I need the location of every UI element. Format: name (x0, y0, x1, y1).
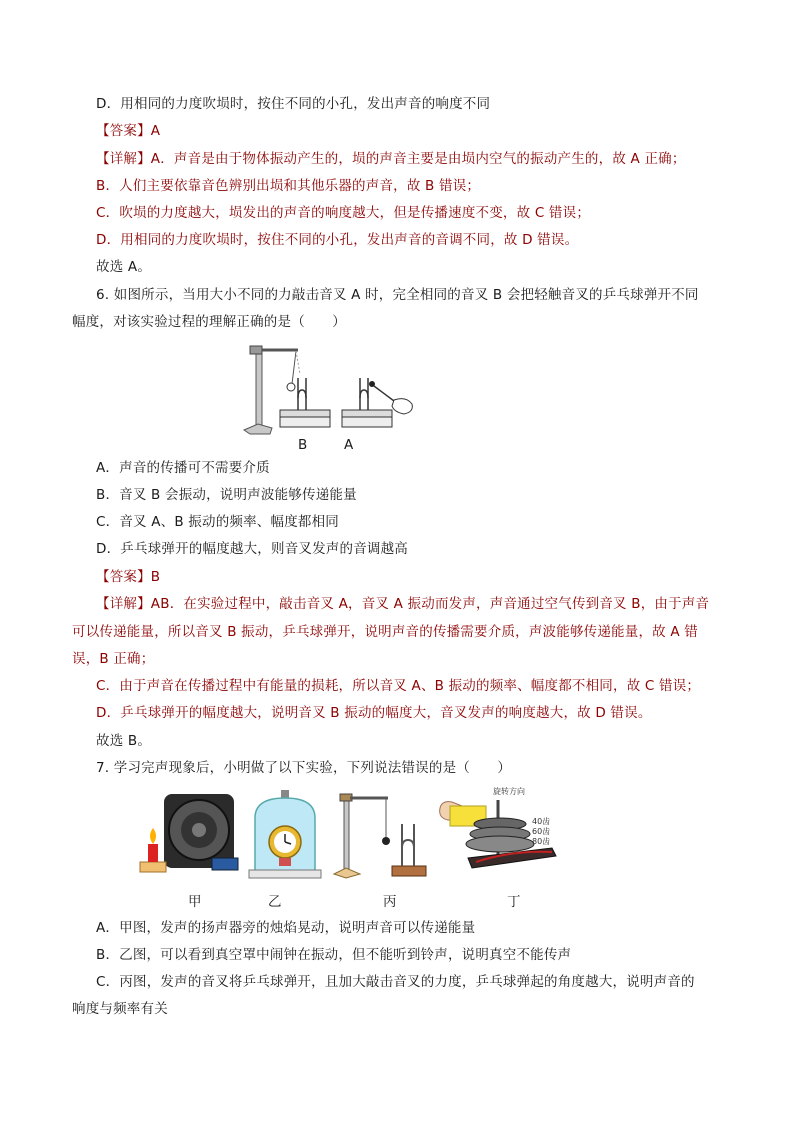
q7-option: A．甲图，发声的扬声器旁的烛焰晃动，说明声音可以传递能量 (96, 920, 476, 936)
q7-label-jia: 甲 (188, 894, 202, 910)
prev-explanation-line: 【详解】A．声音是由于物体振动产生的，埙的声音主要是由埙内空气的振动产生的，故 A 正确； (96, 151, 686, 167)
q7-stem: 7. 学习完声现象后，小明做了以下实验，下列说法错误的是（ ） (96, 760, 512, 776)
q7-gear-60-label: 60齿 (532, 827, 551, 836)
q6-stem-line1: 6. 如图所示，当用大小不同的力敲击音叉 A 时，完全相同的音叉 B 会把轻触音叉的乒乓球弹开不同 (96, 287, 699, 303)
q6-option: D．乒乓球弹开的幅度越大，则音叉发声的音调越高 (96, 541, 408, 557)
q7-label-yi: 乙 (268, 894, 282, 910)
q6-option: B．音叉 B 会振动，说明声波能够传递能量 (96, 487, 357, 503)
q6-tuning-fork-figure (236, 338, 436, 456)
q6-label-a: A (344, 437, 354, 453)
prev-explanation-line: C．吹埙的力度越大，埙发出的声音的响度越大，但是传播速度不变，故 C 错误； (96, 205, 591, 221)
q7-figure-tuning-fork (330, 788, 430, 882)
q7-label-bing: 丙 (383, 894, 397, 910)
q7-gear-direction-label: 旋转方向 (493, 787, 525, 796)
prev-explanation-line: B．人们主要依靠音色辨别出埙和其他乐器的声音，故 B 错误； (96, 178, 481, 194)
q7-option: C．丙图，发声的音叉将乒乓球弹开，且加大敲击音叉的力度，乒乓球弹起的角度越大，说明声音的 (96, 974, 695, 990)
q6-explanation-line: C．由于声音在传播过程中有能量的损耗，所以音叉 A、B 振动的频率、幅度都不相同，故 C 错误； (96, 678, 701, 694)
prev-explanation-line: D．用相同的力度吹埙时，按住不同的小孔，发出声音的音调不同，故 D 错误。 (96, 232, 579, 248)
q6-answer: 【答案】B (96, 569, 161, 585)
q7-gear-80-label: 80齿 (532, 837, 551, 846)
q6-option: C．音叉 A、B 振动的频率、幅度都相同 (96, 514, 340, 530)
q6-explanation-line: 可以传递能量，所以音叉 B 振动，乒乓球弹开，说明声音的传播需要介质，声波能够传递能量，故 A 错 (72, 624, 698, 640)
q6-explanation-line: D．乒乓球弹开的幅度越大，说明音叉 B 振动的幅度大，音叉发声的响度越大，故 D 错误。 (96, 705, 652, 721)
q6-stem-line2: 幅度，对该实验过程的理解正确的是（ ） (72, 314, 346, 330)
prev-conclusion: 故选 A。 (96, 259, 152, 275)
prev-option-d: D．用相同的力度吹埙时，按住不同的小孔，发出声音的响度不同 (96, 96, 491, 112)
q7-figure-bell-jar (245, 788, 325, 882)
q6-explanation-line: 【详解】AB．在实验过程中，敲击音叉 A，音叉 A 振动而发声，声音通过空气传到音叉 B，由于声音 (96, 596, 710, 612)
prev-answer: 【答案】A (96, 123, 161, 139)
q7-option: 响度与频率有关 (72, 1001, 168, 1017)
q6-label-b: B (298, 437, 308, 453)
q7-option: B．乙图，可以看到真空罩中闹钟在振动，但不能听到铃声，说明真空不能传声 (96, 947, 572, 963)
q7-gear-40-label: 40齿 (532, 817, 551, 826)
q7-figure-speaker (136, 790, 246, 880)
q6-explanation-line: 误，B 正确； (72, 651, 155, 667)
q7-label-ding: 丁 (507, 894, 521, 910)
q6-option: A．声音的传播可不需要介质 (96, 460, 270, 476)
q6-conclusion: 故选 B。 (96, 733, 152, 749)
